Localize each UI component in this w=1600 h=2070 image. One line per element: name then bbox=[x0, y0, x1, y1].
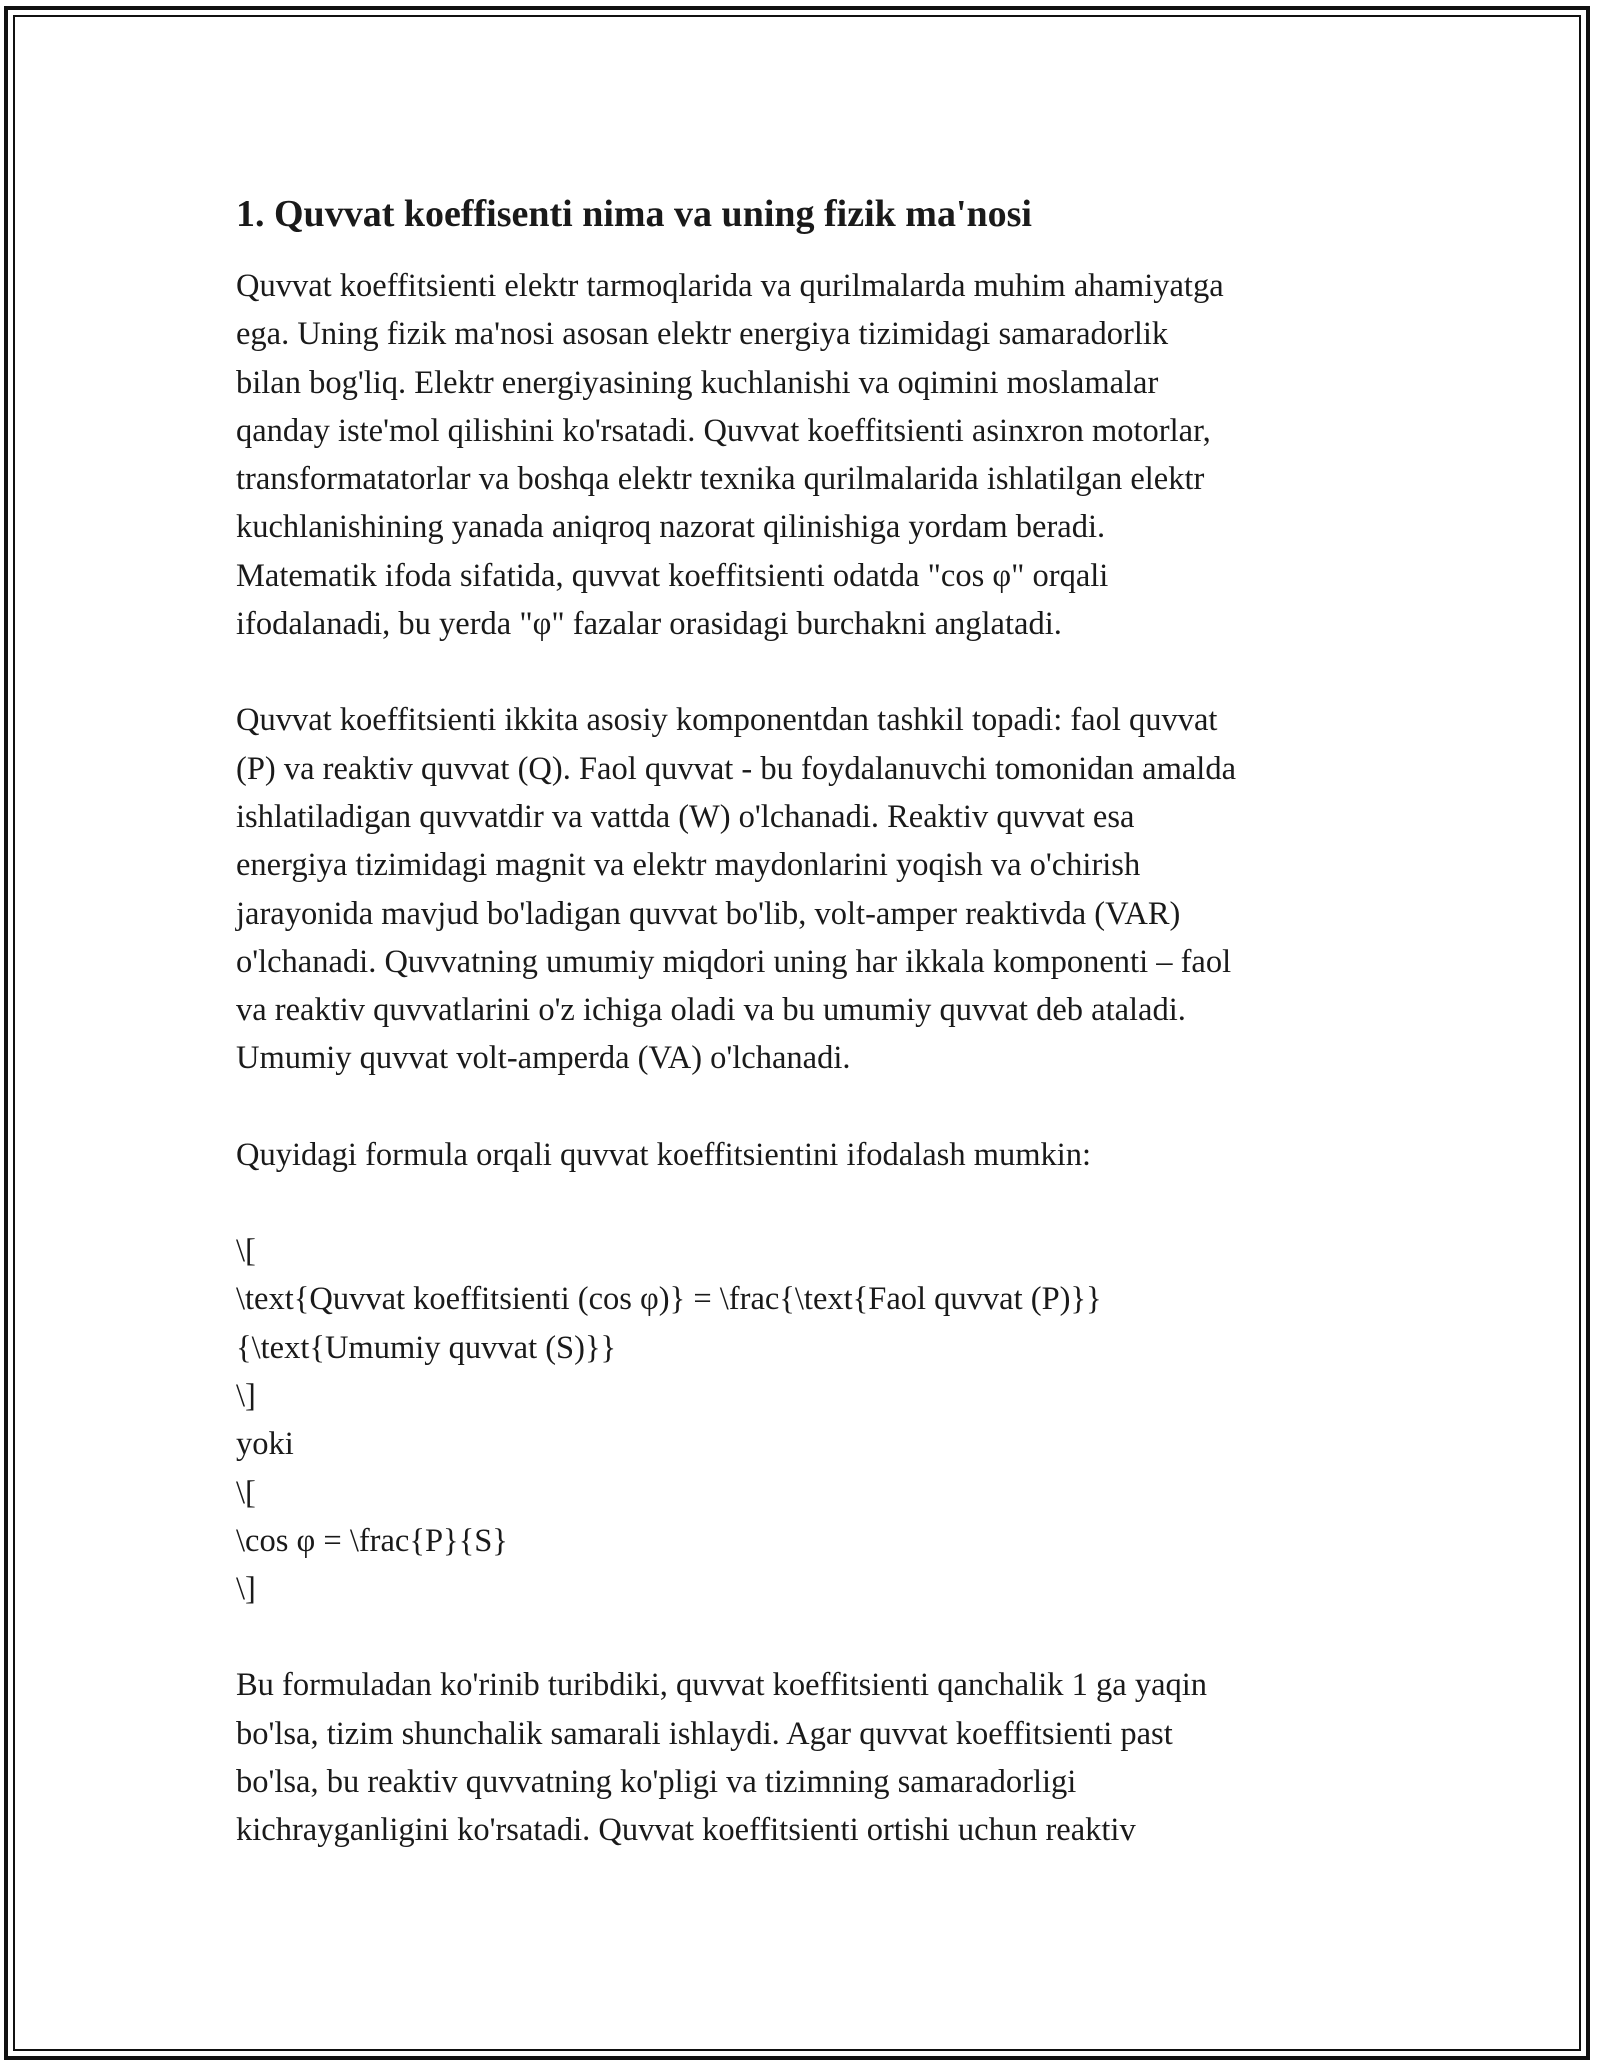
text-line: bilan bog'liq. Elektr energiyasining kuchlanishi va oqimini moslamalar bbox=[236, 364, 1159, 401]
text-line: (P) va reaktiv quvvat (Q). Faol quvvat - bu foydalanuvchi tomonidan amalda bbox=[236, 750, 1237, 787]
text-line: qanday iste'mol qilishini ko'rsatadi. Quvvat koeffitsienti asinxron motorlar, bbox=[236, 412, 1211, 449]
paragraphs-container bbox=[236, 262, 1386, 1855]
text-line: Quvvat koeffitsienti ikkita asosiy komponentdan tashkil topadi: faol quvvat bbox=[236, 702, 1218, 739]
text-line: Matematik ifoda sifatida, quvvat koeffitsienti odatda "cos φ" orqali bbox=[236, 557, 1109, 594]
text-line: energiya tizimidagi magnit va elektr maydonlarini yoqish va o'chirish bbox=[236, 847, 1141, 884]
paragraph bbox=[236, 1131, 1386, 1179]
text-line: va reaktiv quvvatlarini o'z ichiga oladi va bu umumiy quvvat deb ataladi. bbox=[236, 992, 1186, 1029]
text-line: ishlatiladigan quvvatdir va vattda (W) o'lchanadi. Reaktiv quvvat esa bbox=[236, 798, 1135, 835]
text-line: transformatatorlar va boshqa elektr texnika qurilmalarida ishlatilgan elektr bbox=[236, 461, 1205, 498]
text-line: {\text{Umumiy quvvat (S)}} bbox=[236, 1329, 617, 1366]
text-line: jarayonida mavjud bo'ladigan quvvat bo'lib, volt-amper reaktivda (VAR) bbox=[236, 895, 1181, 932]
text-line: \] bbox=[236, 1377, 256, 1414]
text-line: Quvvat koeffitsienti elektr tarmoqlarida va qurilmalarda muhim ahamiyatga bbox=[236, 268, 1224, 304]
text-line: \[ bbox=[236, 1233, 256, 1270]
text-line: bo'lsa, tizim shunchalik samarali ishlaydi. Agar quvvat koeffitsienti past bbox=[236, 1715, 1173, 1752]
text-line: ega. Uning fizik ma'nosi asosan elektr energiya tizimidagi samaradorlik bbox=[236, 316, 1169, 353]
section-heading: 1. Quvvat koeffisenti nima va uning fizik ma'nosi bbox=[236, 193, 1032, 235]
text-line: \text{Quvvat koeffitsienti (cos φ)} = \frac{\text{Faol quvvat (P)}} bbox=[236, 1281, 1102, 1318]
text-line: Bu formuladan ko'rinib turibdiki, quvvat koeffitsienti qanchalik 1 ga yaqin bbox=[236, 1667, 1208, 1704]
text-line: bo'lsa, bu reaktiv quvvatning ko'pligi va tizimning samaradorligi bbox=[236, 1764, 1077, 1801]
text-line: yoki bbox=[236, 1426, 294, 1463]
document-body bbox=[236, 188, 1386, 1903]
paragraph bbox=[236, 262, 1386, 648]
text-line: o'lchanadi. Quvvatning umumiy miqdori uning har ikkala komponenti – faol bbox=[236, 943, 1232, 980]
text-line: kuchlanishining yanada aniqroq nazorat qilinishiga yordam beradi. bbox=[236, 509, 1106, 546]
text-line: \] bbox=[236, 1571, 256, 1608]
text-line: kichrayganligini ko'rsatadi. Quvvat koeffitsienti ortishi uchun reaktiv bbox=[236, 1812, 1136, 1849]
text-line: Umumiy quvvat volt-amperda (VA) o'lchanadi. bbox=[236, 1040, 851, 1077]
text-line: \[ bbox=[236, 1474, 256, 1511]
text-line: ifodalanadi, bu yerda "φ" fazalar orasidagi burchakni anglatadi. bbox=[236, 606, 1062, 643]
text-line: Quyidagi formula orqali quvvat koeffitsientini ifodalash mumkin: bbox=[236, 1136, 1092, 1173]
paragraph bbox=[236, 1661, 1386, 1854]
paragraph bbox=[236, 696, 1386, 1082]
formula-block bbox=[236, 1227, 1386, 1613]
text-line: \cos φ = \frac{P}{S} bbox=[236, 1522, 508, 1559]
